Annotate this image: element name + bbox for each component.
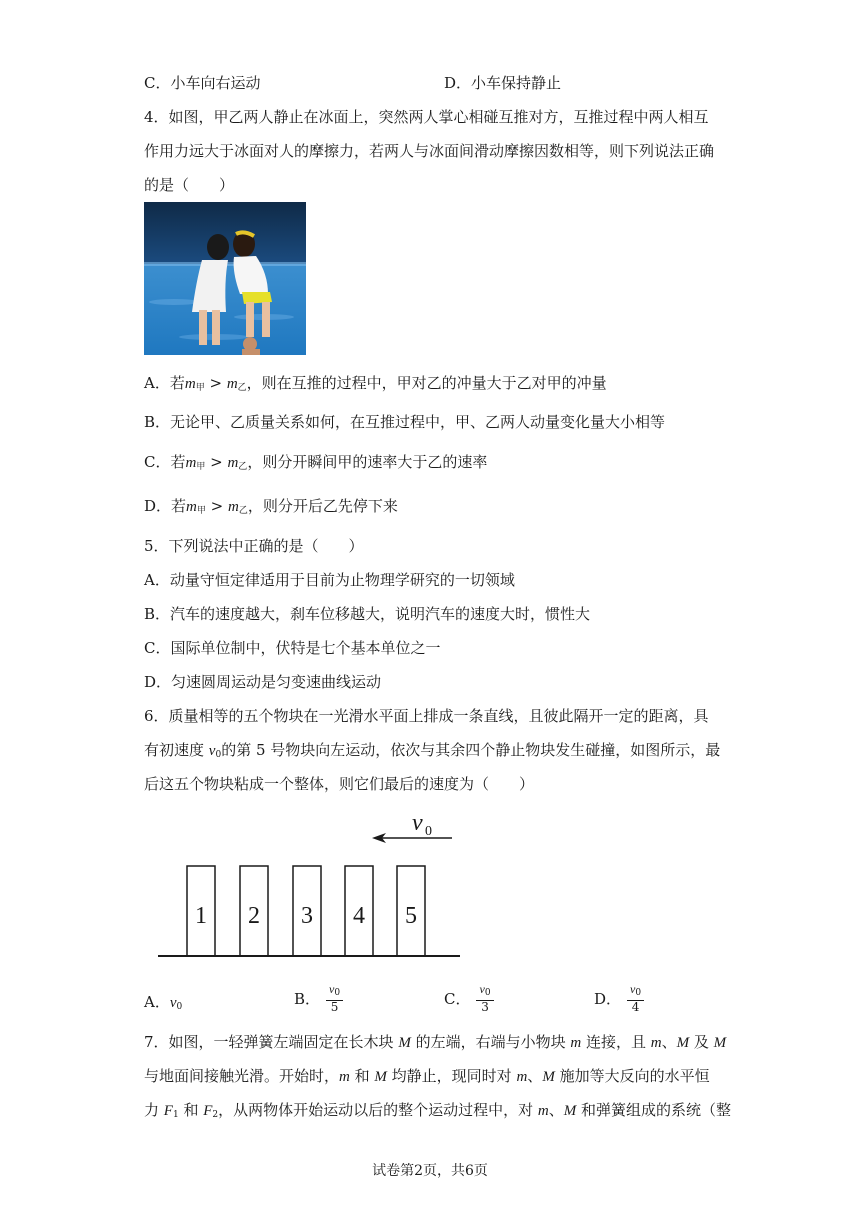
ice-skaters-photo — [144, 202, 306, 355]
page-footer: 试卷第2页，共6页 — [372, 1163, 488, 1179]
q6-option-d: D． $\frac{v_0}{4}$ — [594, 983, 644, 1014]
q7-stem-line3: 力 $F_1$ 和 $F_2$，从两物体开始运动以后的整个运动过程中，对 m、M 和弹簧组成的系统（整 — [144, 1101, 732, 1120]
q6-stem-line1: 6．质量相等的五个物块在一光滑水平面上排成一条直线，且彼此隔开一定的距离，具 — [144, 707, 709, 725]
svg-text:1: 1 — [195, 903, 207, 929]
q6-option-a: A．$v_0$ — [144, 993, 183, 1012]
q4-option-a: A．若$m_甲 > m_乙$，则在互推的过程中，甲对乙的冲量大于乙对甲的冲量 — [144, 374, 607, 393]
block-5 — [397, 866, 425, 956]
q4-option-d: D．若$m_甲 > m_乙$，则分开后乙先停下来 — [144, 497, 398, 516]
q6-option-b: B． $\frac{v_0}{5}$ — [294, 983, 343, 1014]
block-1 — [187, 866, 215, 956]
velocity-subscript: 0 — [425, 824, 432, 839]
q4-stem-line1: 4．如图，甲乙两人静止在冰面上，突然两人掌心相碰互推对方，互推过程中两人相互 — [144, 108, 709, 126]
fraction-v0-over-4: $\frac{v_0}{4}$ — [627, 983, 644, 1014]
q5-option-a: A．动量守恒定律适用于目前为止物理学研究的一切领域 — [144, 571, 515, 589]
velocity-label: v — [412, 810, 423, 836]
q6-stem-line2: 有初速度 $v_0$的第 5 号物块向左运动，依次与其余四个静止物块发生碰撞，如图所示，最 — [144, 741, 721, 760]
svg-text:3: 3 — [301, 903, 313, 929]
q7-stem-line2: 与地面间接触光滑。开始时，m 和 M 均静止，现同时对 m、M 施加等大反向的水平恒 — [144, 1067, 710, 1085]
q7-stem-line1: 7．如图，一轻弹簧左端固定在长木块 M 的左端，右端与小物块 m 连接，且 m、M 及 M — [144, 1033, 727, 1051]
fraction-v0-over-3: $\frac{v_0}{3}$ — [476, 983, 493, 1014]
q4-stem-line2: 作用力远大于冰面对人的摩擦力，若两人与冰面间滑动摩擦因数相等，则下列说法正确 — [144, 142, 715, 160]
q3-option-c: C．小车向右运动 — [144, 74, 261, 92]
q5-option-b: B．汽车的速度越大，刹车位移越大，说明汽车的速度大时，惯性大 — [144, 605, 591, 623]
q6-option-c: C． $\frac{v_0}{3}$ — [444, 983, 494, 1014]
q3-option-d: D．小车保持静止 — [444, 74, 562, 92]
q4-option-b: B．无论甲、乙质量关系如何，在互推过程中，甲、乙两人动量变化量大小相等 — [144, 413, 666, 431]
q4-option-c: C．若$m_甲 > m_乙$，则分开瞬间甲的速率大于乙的速率 — [144, 453, 488, 472]
q5-stem: 5．下列说法中正确的是（ ） — [144, 537, 364, 555]
block-4 — [345, 866, 373, 956]
svg-text:5: 5 — [405, 903, 417, 929]
fraction-v0-over-5: $\frac{v_0}{5}$ — [326, 983, 343, 1014]
svg-text:4: 4 — [353, 903, 365, 929]
q6-stem-line3: 后这五个物块粘成一个整体，则它们最后的速度为（ ） — [144, 775, 535, 793]
blocks-diagram — [150, 808, 470, 968]
q5-option-d: D．匀速圆周运动是匀变速曲线运动 — [144, 673, 382, 691]
block-2 — [240, 866, 268, 956]
svg-text:2: 2 — [248, 903, 260, 929]
q4-stem-line3: 的是（ ） — [144, 176, 235, 194]
block-3 — [293, 866, 321, 956]
q5-option-c: C．国际单位制中，伏特是七个基本单位之一 — [144, 639, 441, 657]
